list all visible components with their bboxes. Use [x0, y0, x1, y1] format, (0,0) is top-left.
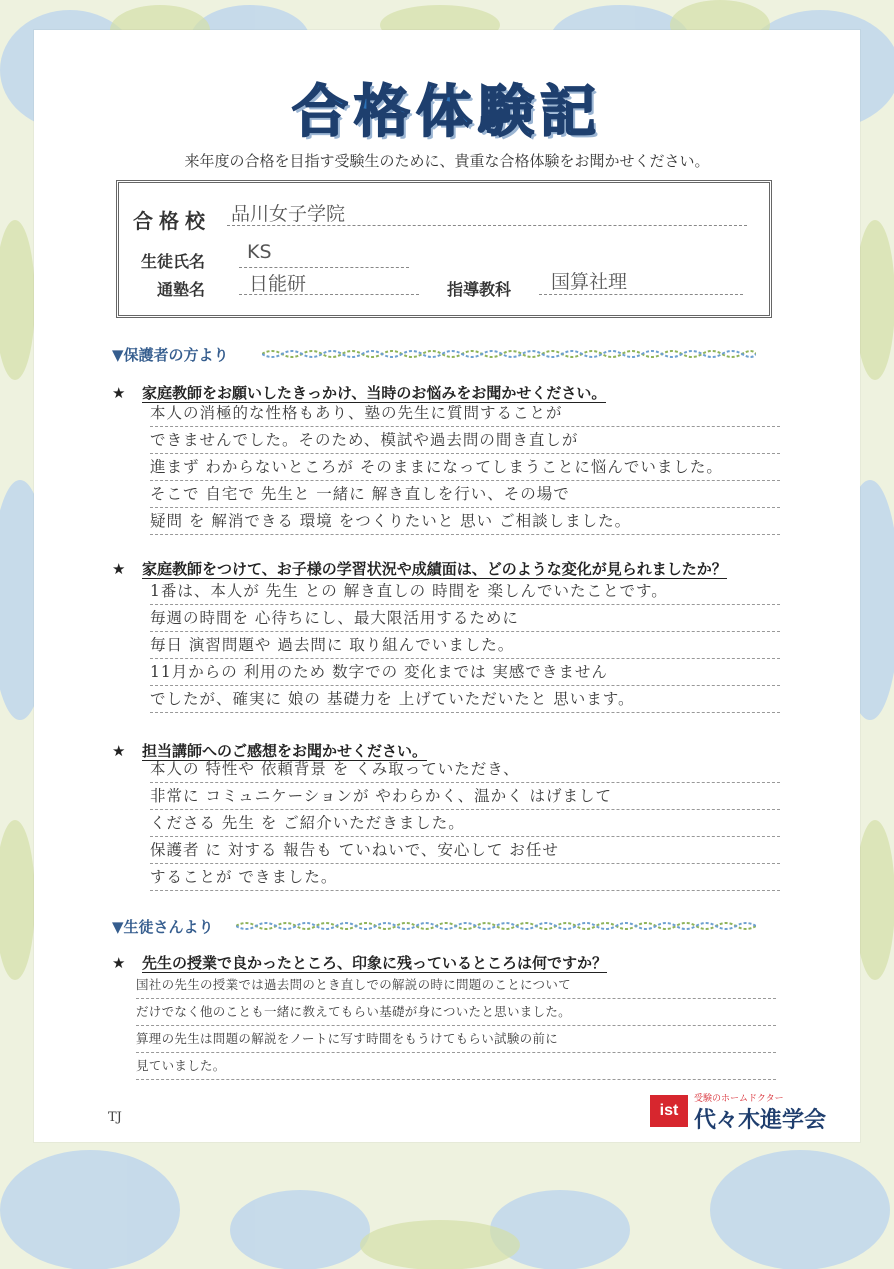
answer-line: でしたが、確実に 娘の 基礎力を 上げていただいたと 思います。 — [150, 686, 780, 713]
student-label: 生徒氏名 — [141, 252, 206, 271]
answer-line: 毎週の時間を 心待ちにし、最大限活用するために — [150, 605, 780, 632]
brand-logo — [650, 1087, 850, 1137]
student-value: KS — [247, 241, 272, 263]
answer-line: そこで 自宅で 先生と 一緒に 解き直しを行い、その場で — [150, 481, 780, 508]
answer-1 — [150, 400, 780, 535]
school-value: 品川女子学院 — [231, 203, 346, 225]
brand-name: 代々木進学会 — [694, 1108, 827, 1133]
star-icon: ★ — [112, 384, 126, 402]
school-underline — [227, 225, 747, 226]
answer-line: 非常に コミュニケーションが やわらかく、温かく はげまして — [150, 783, 780, 810]
answer-line: 保護者 に 対する 報告も ていねいで、安心して お任せ — [150, 837, 780, 864]
answer-line: 進まず わからないところが そのままになってしまうことに悩んでいました。 — [150, 454, 780, 481]
student-section-heading: ▼生徒さんより — [112, 918, 214, 936]
document-subtitle: 来年度の合格を目指す受験生のために、貴重な合格体験をお聞かせください。 — [184, 152, 710, 170]
answer-line: できませんでした。そのため、模試や過去問の間き直しが — [150, 427, 780, 454]
question-text: 家庭教師をお願いしたきっかけ、当時のお悩みをお聞かせください。 — [142, 384, 607, 402]
subject-value: 国算社理 — [551, 271, 628, 293]
wave-divider — [236, 920, 756, 932]
question-text: 先生の授業で良かったところ、印象に残っているところは何ですか？ — [142, 954, 608, 972]
answer-line: だけでなく他のことも一緒に教えてもらい基礎が身についたと思いました。 — [136, 999, 776, 1026]
student-underline — [239, 267, 409, 268]
cram-value: 日能研 — [249, 273, 307, 295]
cram-label: 通塾名 — [157, 280, 206, 299]
answer-line: 見ていました。 — [136, 1053, 776, 1080]
question-text: 家庭教師をつけて、お子様の学習状況や成績面は、どのような変化が見られましたか？ — [142, 560, 727, 578]
star-icon: ★ — [112, 560, 126, 578]
subject-underline — [539, 294, 743, 295]
cram-underline — [239, 294, 419, 295]
answer-line: 算理の先生は問題の解説をノートに写す時間をもうけてもらい試験の前に — [136, 1026, 776, 1053]
parent-section-heading: ▼保護者の方より — [112, 346, 229, 364]
answer-line: することが できました。 — [150, 864, 780, 891]
info-box — [116, 180, 772, 318]
answer-line: くださる 先生 を ご紹介いただきました。 — [150, 810, 780, 837]
answer-line: 11月からの 利用のため 数字での 変化までは 実感できません — [150, 659, 780, 686]
answer-2 — [150, 578, 780, 713]
answer-line: 国社の先生の授業では過去問のとき直しでの解説の時に問題のことについて — [136, 972, 776, 999]
answer-line: 本人の 特性や 依頼背景 を くみ取っていただき、 — [150, 756, 780, 783]
question-2 — [112, 558, 727, 579]
answer-line: 1番は、本人が 先生 との 解き直しの 時間を 楽しんでいたことです。 — [150, 578, 780, 605]
answer-line: 毎日 演習問題や 過去問に 取り組んでいました。 — [150, 632, 780, 659]
wave-divider — [262, 348, 756, 360]
question-text: 担当講師へのご感想をお聞かせください。 — [142, 742, 428, 760]
star-icon: ★ — [112, 742, 126, 760]
answer-line: 疑問 を 解消できる 環境 をつくりたいと 思い ご相談しました。 — [150, 508, 780, 535]
brand-tagline: 受験のホームドクター — [694, 1094, 784, 1104]
answer-3 — [150, 756, 780, 891]
subject-label: 指導教科 — [447, 280, 512, 299]
ist-logo-icon: ist — [650, 1095, 688, 1127]
star-icon: ★ — [112, 954, 126, 972]
document-title: 合格体験記 — [292, 80, 602, 145]
question-4 — [112, 952, 607, 973]
document-code: TJ — [108, 1110, 122, 1125]
answer-4 — [136, 972, 776, 1080]
answer-line: 本人の消極的な性格もあり、塾の先生に質問することが — [150, 400, 780, 427]
school-label: 合格校 — [133, 209, 211, 233]
